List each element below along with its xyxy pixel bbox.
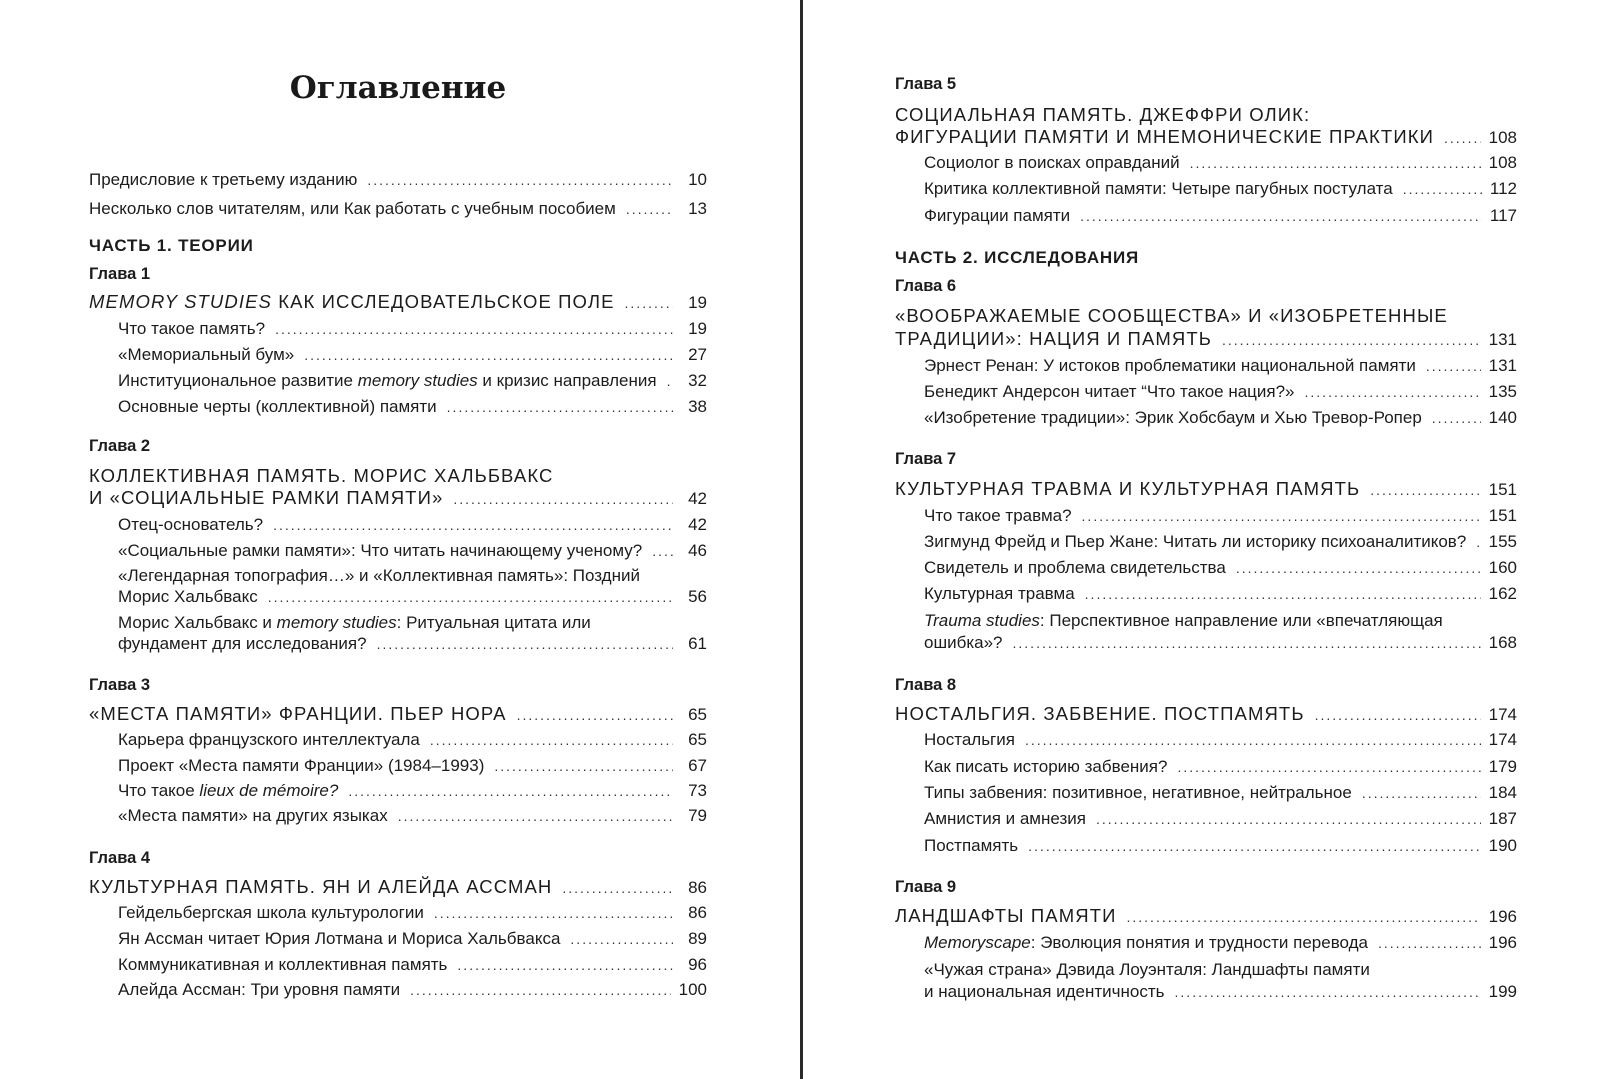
page-number: 61	[688, 634, 707, 653]
entry-text: Отец-основатель?	[118, 515, 264, 534]
page-number: 117	[1489, 206, 1517, 225]
toc-section[interactable]	[118, 805, 707, 827]
page-number: 86	[688, 903, 707, 922]
toc-section-line1[interactable]: «Легендарная топография…» и «Коллективная память»: Поздний	[118, 566, 640, 585]
entry-text: Что такое память?	[118, 319, 266, 338]
page-number: 155	[1488, 532, 1517, 551]
page-number: 19	[688, 319, 707, 338]
page-number: 112	[1489, 179, 1517, 198]
chapter-title-2-line1[interactable]: КОЛЛЕКТИВНАЯ ПАМЯТЬ. МОРИС ХАЛЬБВАКС	[89, 465, 554, 486]
toc-section[interactable]	[924, 756, 1517, 778]
chapter-label-2: Глава 2	[89, 437, 151, 455]
entry-text: Морис Хальбвакс	[118, 587, 258, 606]
page-number: 42	[688, 515, 707, 534]
toc-section[interactable]	[924, 152, 1517, 174]
page-number: 65	[688, 730, 707, 749]
page-number: 19	[688, 293, 707, 312]
page-title: Оглавление	[289, 70, 507, 106]
part-heading-2: ЧАСТЬ 2. ИССЛЕДОВАНИЯ	[895, 248, 1140, 267]
chapter-title-2[interactable]	[89, 487, 707, 510]
entry-text: Ян Ассман читает Юрия Лотмана и Мориса Хальбвакса	[118, 929, 561, 948]
page-number: 89	[688, 929, 707, 948]
toc-section[interactable]	[924, 531, 1517, 553]
page-number: 196	[1488, 933, 1517, 952]
entry-text: Фигурации памяти	[924, 206, 1071, 225]
page-number: 46	[688, 541, 707, 560]
entry-text: Ностальгия	[924, 730, 1015, 749]
toc-entry-preface[interactable]	[89, 169, 707, 191]
page-number: 13	[688, 199, 707, 218]
page-number: 174	[1488, 730, 1517, 749]
page-number: 174	[1488, 705, 1517, 724]
page-number: 140	[1488, 408, 1517, 427]
toc-section[interactable]	[924, 178, 1517, 200]
chapter-label-1: Глава 1	[89, 265, 151, 283]
page-number: 86	[688, 878, 707, 897]
page-number: 73	[688, 781, 707, 800]
page-number: 79	[688, 806, 707, 825]
entry-text: Коммуникативная и коллективная память	[118, 955, 448, 974]
page-number: 135	[1488, 382, 1517, 401]
page-number: 187	[1488, 809, 1517, 828]
toc-entry-readers-note[interactable]	[89, 198, 707, 220]
page-number: 151	[1488, 506, 1517, 525]
chapter-label-4: Глава 4	[89, 849, 151, 867]
chapter-label-3: Глава 3	[89, 676, 151, 694]
page-number: 32	[688, 371, 707, 390]
entry-text: Социолог в поисках оправданий	[924, 153, 1180, 172]
page-number: 162	[1488, 584, 1517, 603]
toc-section[interactable]	[924, 808, 1517, 830]
toc-section[interactable]	[118, 780, 707, 802]
chapter-title-3[interactable]	[89, 703, 707, 726]
chapter-label-8: Глава 8	[895, 676, 957, 694]
page-number: 67	[688, 756, 707, 775]
chapter-label-6: Глава 6	[895, 277, 957, 295]
entry-text: Карьера французского интеллектуала	[118, 730, 420, 749]
entry-text: «Мемориальный бум»	[118, 345, 295, 364]
entry-text: Что такое	[118, 781, 200, 800]
entry-text: «Изобретение традиции»: Эрик Хобсбаум и Хью Тревор-Ропер	[924, 408, 1422, 427]
chapter-title-5[interactable]	[895, 126, 1517, 149]
toc-section[interactable]	[118, 396, 707, 418]
entry-text: : Перспективное направление или «впечатляющая	[1039, 611, 1443, 630]
entry-text: «Места памяти» на других языках	[118, 806, 388, 825]
part-heading-1: ЧАСТЬ 1. ТЕОРИИ	[89, 236, 254, 255]
chapter-title-4[interactable]	[89, 876, 707, 899]
entry-text: Основные черты (коллективной) памяти	[118, 397, 437, 416]
chapter-title-text: ТРАДИЦИИ»: НАЦИЯ И ПАМЯТЬ	[895, 328, 1212, 349]
entry-text: Критика коллективной памяти: Четыре пагубных постулата	[924, 179, 1393, 198]
chapter-title-text: КАК ИССЛЕДОВАТЕЛЬСКОЕ ПОЛЕ	[271, 291, 615, 312]
toc-section[interactable]	[118, 370, 707, 392]
toc-section[interactable]	[118, 540, 707, 562]
toc-section[interactable]	[118, 729, 707, 751]
entry-text: Предисловие к третьему изданию	[89, 170, 358, 189]
chapter-title-5-line1[interactable]: СОЦИАЛЬНАЯ ПАМЯТЬ. ДЖЕФФРИ ОЛИК:	[895, 104, 1311, 125]
page-number: 199	[1488, 982, 1517, 1001]
entry-text-italic: Memoryscape	[924, 933, 1031, 952]
toc-section[interactable]	[118, 633, 707, 655]
entry-text: : Ритуальная цитата или	[396, 613, 591, 632]
entry-text: Амнистия и амнезия	[924, 809, 1086, 828]
right-page	[895, 0, 1517, 1079]
toc-section-line1[interactable]: «Чужая страна» Дэвида Лоуэнталя: Ландшафты памяти	[924, 960, 1370, 979]
toc-section[interactable]	[924, 583, 1517, 605]
book-spine-divider	[800, 0, 803, 1079]
toc-section[interactable]	[118, 928, 707, 950]
chapter-title-text: КУЛЬТУРНАЯ ТРАВМА И КУЛЬТУРНАЯ ПАМЯТЬ	[895, 478, 1361, 499]
entry-text: Постпамять	[924, 836, 1019, 855]
chapter-title-text: ФИГУРАЦИИ ПАМЯТИ И МНЕМОНИЧЕСКИЕ ПРАКТИКИ	[895, 126, 1435, 147]
page-number: 168	[1488, 633, 1517, 652]
toc-section-line1[interactable]	[118, 612, 707, 634]
chapter-title-text: НОСТАЛЬГИЯ. ЗАБВЕНИЕ. ПОСТПАМЯТЬ	[895, 703, 1305, 724]
page-number: 184	[1488, 783, 1517, 802]
toc-section[interactable]	[118, 586, 707, 608]
chapter-title-8[interactable]	[895, 703, 1517, 726]
page-number: 190	[1488, 836, 1517, 855]
entry-text-italic: lieux de mémoire?	[199, 781, 339, 800]
page-number: 160	[1488, 558, 1517, 577]
toc-section[interactable]	[924, 557, 1517, 579]
entry-text: Как писать историю забвения?	[924, 757, 1168, 776]
entry-text-italic: Trauma studies	[924, 611, 1040, 630]
toc-section[interactable]	[118, 902, 707, 924]
left-page	[89, 0, 707, 1079]
chapter-title-italic: MEMORY STUDIES	[89, 291, 272, 312]
chapter-title-6[interactable]	[895, 328, 1517, 351]
chapter-title-text: КУЛЬТУРНАЯ ПАМЯТЬ. ЯН И АЛЕЙДА АССМАН	[89, 876, 553, 897]
chapter-title-6-line1[interactable]: «ВООБРАЖАЕМЫЕ СООБЩЕСТВА» И «ИЗОБРЕТЕННЫЕ	[895, 305, 1448, 326]
page-number: 100	[678, 980, 707, 999]
page-number: 96	[688, 955, 707, 974]
toc-section[interactable]	[924, 835, 1517, 857]
chapter-label-5: Глава 5	[895, 75, 957, 93]
toc-section[interactable]	[118, 755, 707, 777]
page-number: 108	[1488, 128, 1517, 147]
toc-section[interactable]	[924, 782, 1517, 804]
entry-text: Зигмунд Фрейд и Пьер Жане: Читать ли историку психоаналитиков?	[924, 532, 1467, 551]
entry-text-italic: memory studies	[357, 371, 478, 390]
toc-section[interactable]	[924, 729, 1517, 751]
entry-text: Типы забвения: позитивное, негативное, нейтральное	[924, 783, 1352, 802]
entry-text: Эрнест Ренан: У истоков проблематики национальной памяти	[924, 356, 1416, 375]
toc-section[interactable]	[118, 954, 707, 976]
toc-section[interactable]	[118, 344, 707, 366]
toc-section[interactable]	[924, 932, 1517, 954]
entry-text: Несколько слов читателям, или Как работать с учебным пособием	[89, 199, 616, 218]
toc-section[interactable]	[924, 505, 1517, 527]
entry-text: Проект «Места памяти Франции» (1984–1993)	[118, 756, 485, 775]
entry-text: фундамент для исследования?	[118, 634, 367, 653]
page-number: 10	[688, 170, 707, 189]
page-number: 42	[688, 489, 707, 508]
chapter-label-9: Глава 9	[895, 878, 957, 896]
page-number: 56	[688, 587, 707, 606]
page-number: 27	[688, 345, 707, 364]
toc-section[interactable]	[924, 407, 1517, 429]
chapter-title-7[interactable]	[895, 478, 1517, 501]
toc-section[interactable]	[924, 632, 1517, 654]
entry-text: Что такое травма?	[924, 506, 1072, 525]
page-number: 108	[1488, 153, 1517, 172]
entry-text: : Эволюция понятия и трудности перевода	[1030, 933, 1368, 952]
entry-text: Культурная травма	[924, 584, 1075, 603]
chapter-title-9[interactable]	[895, 905, 1517, 928]
entry-text: Алейда Ассман: Три уровня памяти	[118, 980, 401, 999]
chapter-title-text: «МЕСТА ПАМЯТИ» ФРАНЦИИ. ПЬЕР НОРА	[89, 703, 507, 724]
page-number: 179	[1488, 757, 1517, 776]
page-number: 196	[1488, 907, 1517, 926]
entry-text: Бенедикт Андерсон читает “Что такое нация?»	[924, 382, 1295, 401]
toc-section[interactable]	[118, 979, 707, 1001]
toc-section[interactable]	[118, 318, 707, 340]
entry-text: и национальная идентичность	[924, 982, 1165, 1001]
entry-text: «Социальные рамки памяти»: Что читать начинающему ученому?	[118, 541, 643, 560]
entry-text: и кризис направления	[477, 371, 657, 390]
chapter-title-1[interactable]	[89, 291, 707, 314]
page-number: 65	[688, 705, 707, 724]
toc-section-line1[interactable]	[924, 610, 1517, 632]
entry-text: Морис Хальбвакс и	[118, 613, 277, 632]
entry-text: Институциональное развитие	[118, 371, 358, 390]
page-number: 131	[1488, 330, 1517, 349]
page-number: 151	[1488, 480, 1517, 499]
toc-section[interactable]	[924, 381, 1517, 403]
chapter-title-text: ЛАНДШАФТЫ ПАМЯТИ	[895, 905, 1117, 926]
toc-section[interactable]	[924, 981, 1517, 1003]
page-number: 131	[1488, 356, 1517, 375]
chapter-title-text: И «СОЦИАЛЬНЫЕ РАМКИ ПАМЯТИ»	[89, 487, 444, 508]
page-number: 38	[688, 397, 707, 416]
toc-section[interactable]	[118, 514, 707, 536]
entry-text-italic: memory studies	[276, 613, 397, 632]
toc-section[interactable]	[924, 355, 1517, 377]
chapter-label-7: Глава 7	[895, 450, 957, 468]
entry-text: ошибка»?	[924, 633, 1003, 652]
toc-section[interactable]	[924, 205, 1517, 227]
entry-text: Гейдельбергская школа культурологии	[118, 903, 424, 922]
entry-text: Свидетель и проблема свидетельства	[924, 558, 1226, 577]
